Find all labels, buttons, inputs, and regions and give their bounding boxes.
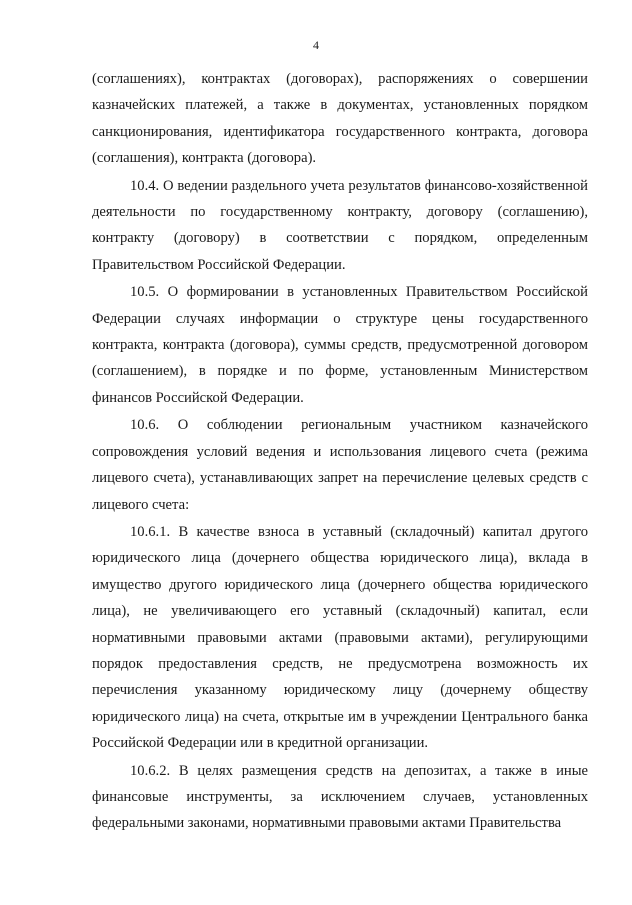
paragraph-10-6-2: 10.6.2. В целях размещения средств на депозитах, а также в иные финансовые инструменты, за исключением случаев, установленных федеральными законами, нормативными правовыми актами Правительства bbox=[92, 762, 588, 832]
paragraph-10-6-1: 10.6.1. В качестве взноса в уставный (складочный) капитал другого юридического лица (дочернего общества юридического лица), вклада в имущество другого юридического лица (дочернего общества юридического лица), не увеличивающего его уставный (складочный) капитал, если нормативными правовыми актами (правовыми актами), регулирующими порядок предоставления средств, не предусмотрена возможность их перечисления указанному юридическому лицу (дочернему обществу юридического лица) на счета, открытые им в учреждении Центрального банка Российской Федерации или в кредитной организации. bbox=[92, 523, 588, 752]
paragraph-continuation: (соглашениях), контрактах (договорах), распоряжениях о совершении казначейских платежей, а также в документах, установленных порядком санкционирования, идентификатора государственного контракта, договора (соглашения), контракта (договора). bbox=[92, 71, 588, 167]
document-body bbox=[92, 66, 588, 837]
page-number: 4 bbox=[313, 38, 319, 52]
paragraph-10-5: 10.5. О формировании в установленных Правительством Российской Федерации случаях информации о структуре цены государственного контракта, контракта (договора), суммы средств, предусмотренной договором (соглашением), в порядке и по форме, установленным Министерством финансов Российской Федерации. bbox=[92, 284, 588, 406]
paragraph-10-4: 10.4. О ведении раздельного учета результатов финансово-хозяйственной деятельности по государственному контракту, договору (соглашению), контракту (договору) в соответствии с порядком, определенным Правительством Российской Федерации. bbox=[92, 177, 588, 273]
paragraph-10-6: 10.6. О соблюдении региональным участником казначейского сопровождения условий ведения и использования лицевого счета (режима лицевого счета), устанавливающих запрет на перечисление целевых средств с лицевого счета: bbox=[92, 417, 588, 513]
